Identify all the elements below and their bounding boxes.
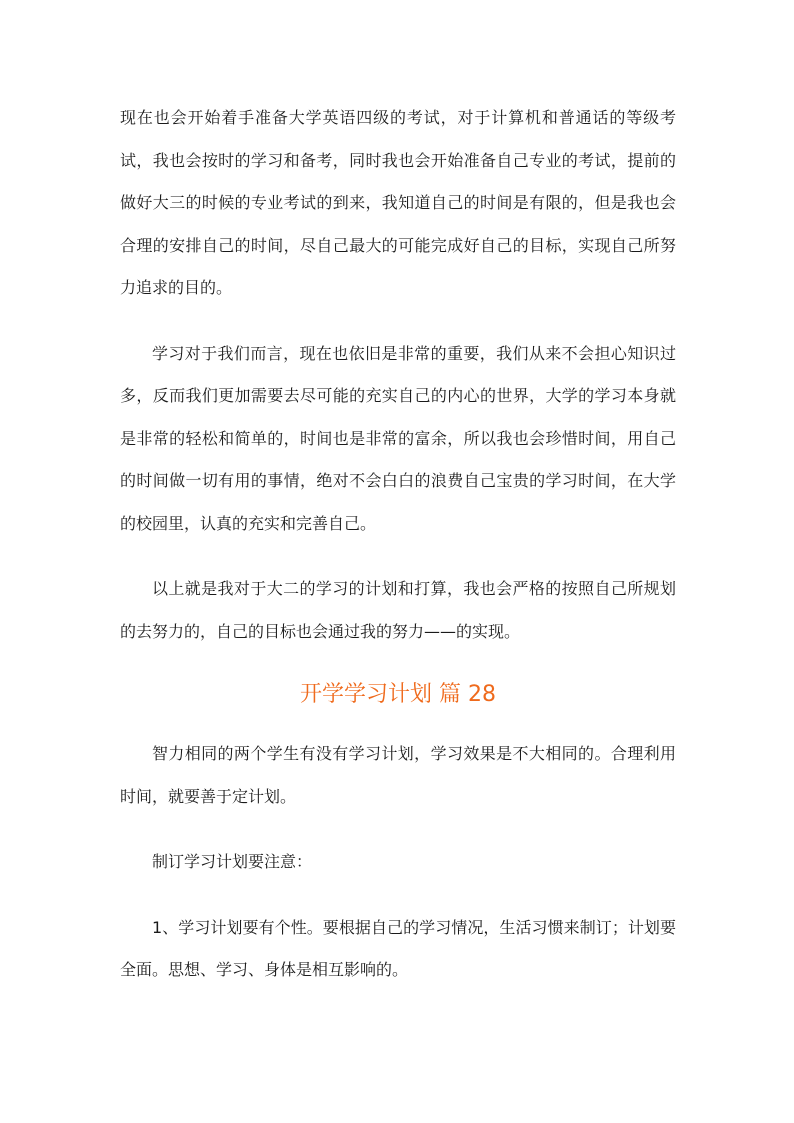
paragraph: 智力相同的两个学生有没有学习计划，学习效果是不大相同的。合理利用时间，就要善于定计划。	[120, 744, 676, 806]
paragraph: 以上就是我对于大二的学习的计划和打算，我也会严格的按照自己所规划的去努力的，自己的目标也会通过我的努力——的实现。	[120, 579, 676, 641]
document-body	[120, 97, 676, 992]
paragraph: 现在也会开始着手准备大学英语四级的考试，对于计算机和普通话的等级考试，我也会按时的学习和备考，同时我也会开始准备自己专业的考试，提前的做好大三的时候的专业考试的到来，我知道自己的时间是有限的，但是我也会合理的安排自己的时间，尽自己最大的可能完成好自己的目标，实现自己所努力追求的目的。	[120, 108, 676, 297]
paragraph: 制订学习计划要注意：	[152, 852, 313, 871]
paragraph: 1、学习计划要有个性。要根据自己的学习情况，生活习惯来制订；计划要全面。思想、学习、身体是相互影响的。	[120, 917, 676, 979]
section-heading: 开学学习计划 篇 28	[300, 682, 496, 707]
paragraph: 学习对于我们而言，现在也依旧是非常的重要，我们从来不会担心知识过多，反而我们更加需要去尽可能的充实自己的内心的世界，大学的学习本身就是非常的轻松和简单的，时间也是非常的富余，所以我也会珍惜时间，用自己的时间做一切有用的事情，绝对不会白白的浪费自己宝贵的学习时间，在大学的校园里，认真的充实和完善自己。	[120, 343, 676, 533]
